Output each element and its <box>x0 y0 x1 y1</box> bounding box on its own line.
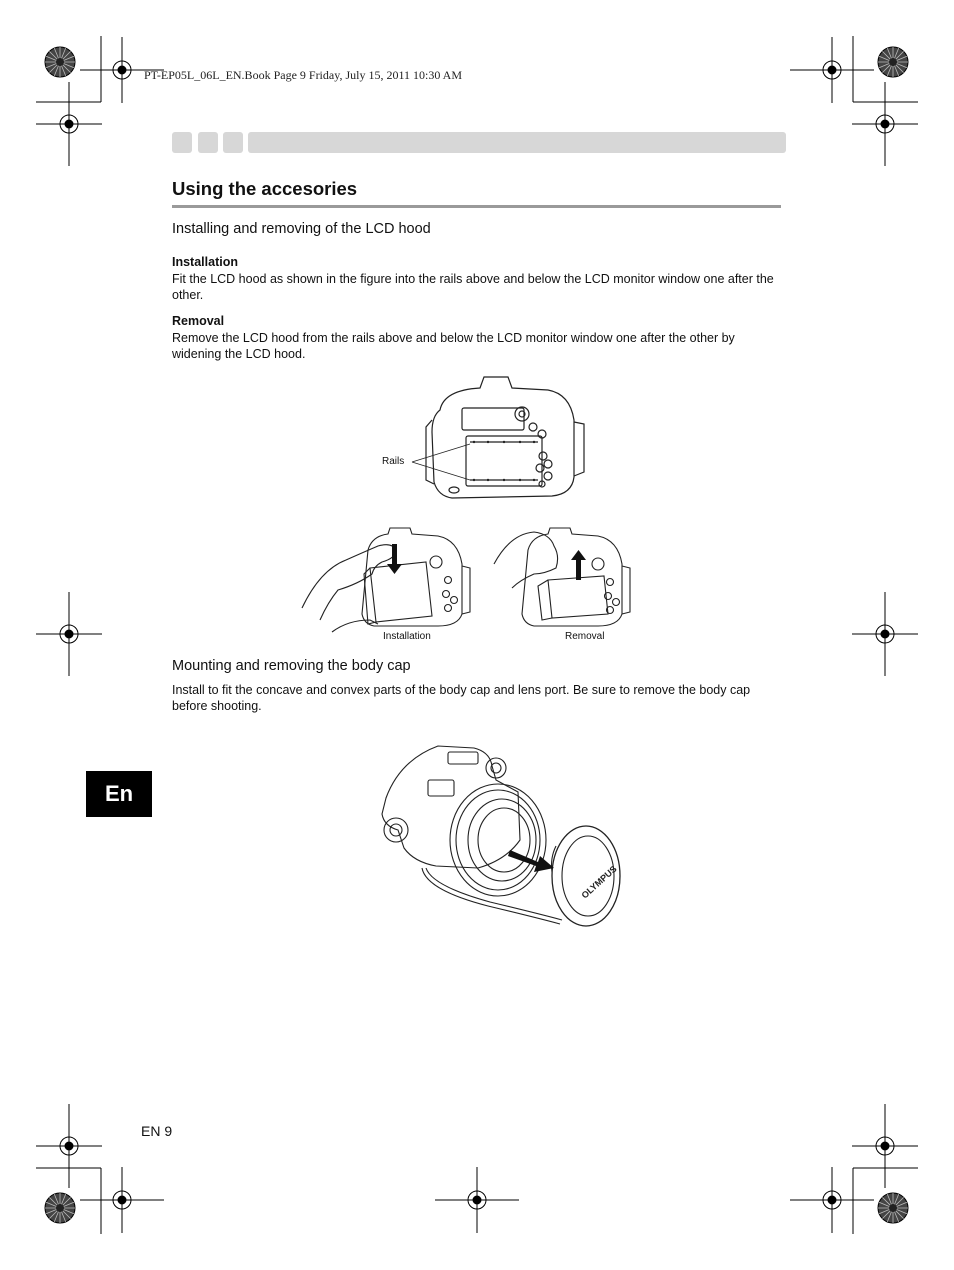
crosshair-mid-right <box>852 592 918 676</box>
removal-text: Remove the LCD hood from the rails above and below the LCD monitor window one after the other by widening the LCD hood. <box>172 331 735 361</box>
starburst-mark-bottom-right <box>878 1193 908 1223</box>
chapter-tab-block <box>223 132 243 153</box>
installation-label: Installation <box>172 255 238 269</box>
cap-brand-logo: OLYMPUS <box>579 863 619 901</box>
starburst-mark-top-right <box>878 47 908 77</box>
removal-caption: Removal <box>565 631 605 642</box>
crosshair-bottom-right-b <box>852 1104 918 1188</box>
lcd-hood-shape <box>370 562 432 622</box>
crosshair-top-left-b <box>36 82 102 166</box>
body-cap-text: Install to fit the concave and convex parts of the body cap and lens port. Be sure to remove the body cap before shooting. <box>172 683 751 713</box>
rails-leader-lower <box>412 462 470 480</box>
installation-text: Fit the LCD hood as shown in the figure into the rails above and below the LCD monitor window one after the other. <box>172 272 774 302</box>
section-title-rule <box>172 205 781 208</box>
crosshair-bottom-center <box>435 1167 519 1233</box>
page-number: EN 9 <box>141 1123 173 1139</box>
language-tab: En <box>86 771 152 817</box>
crosshair-top-right-a <box>790 37 874 103</box>
body-cap-figure <box>378 740 628 940</box>
chapter-tab-block <box>198 132 218 153</box>
housing-rear-figure <box>378 372 598 507</box>
rails-leader-upper <box>412 444 470 462</box>
starburst-mark-bottom-left <box>45 1193 75 1223</box>
crosshair-mid-left <box>36 592 102 676</box>
hood-install-remove-figure <box>298 524 658 636</box>
section-title: Using the accesories <box>172 178 358 199</box>
lcd-hood-heading: Installing and removing of the LCD hood <box>172 221 431 237</box>
crosshair-bottom-right-a <box>790 1167 874 1233</box>
chapter-tab-bar <box>172 132 787 153</box>
book-header-note: PT-EP05L_06L_EN.Book Page 9 Friday, July 15, 2011 10:30 AM <box>144 68 463 82</box>
crosshair-bottom-left-b <box>80 1167 164 1233</box>
removal-label: Removal <box>172 314 225 328</box>
chapter-tab-long <box>248 132 786 153</box>
body-cap-heading: Mounting and removing the body cap <box>172 658 411 674</box>
crosshair-bottom-left-a <box>36 1104 102 1188</box>
chapter-tab-block <box>172 132 192 153</box>
crosshair-top-right-b <box>852 82 918 166</box>
rails-label: Rails <box>382 456 405 467</box>
starburst-mark-top-left <box>45 47 75 77</box>
installation-caption: Installation <box>383 631 431 642</box>
